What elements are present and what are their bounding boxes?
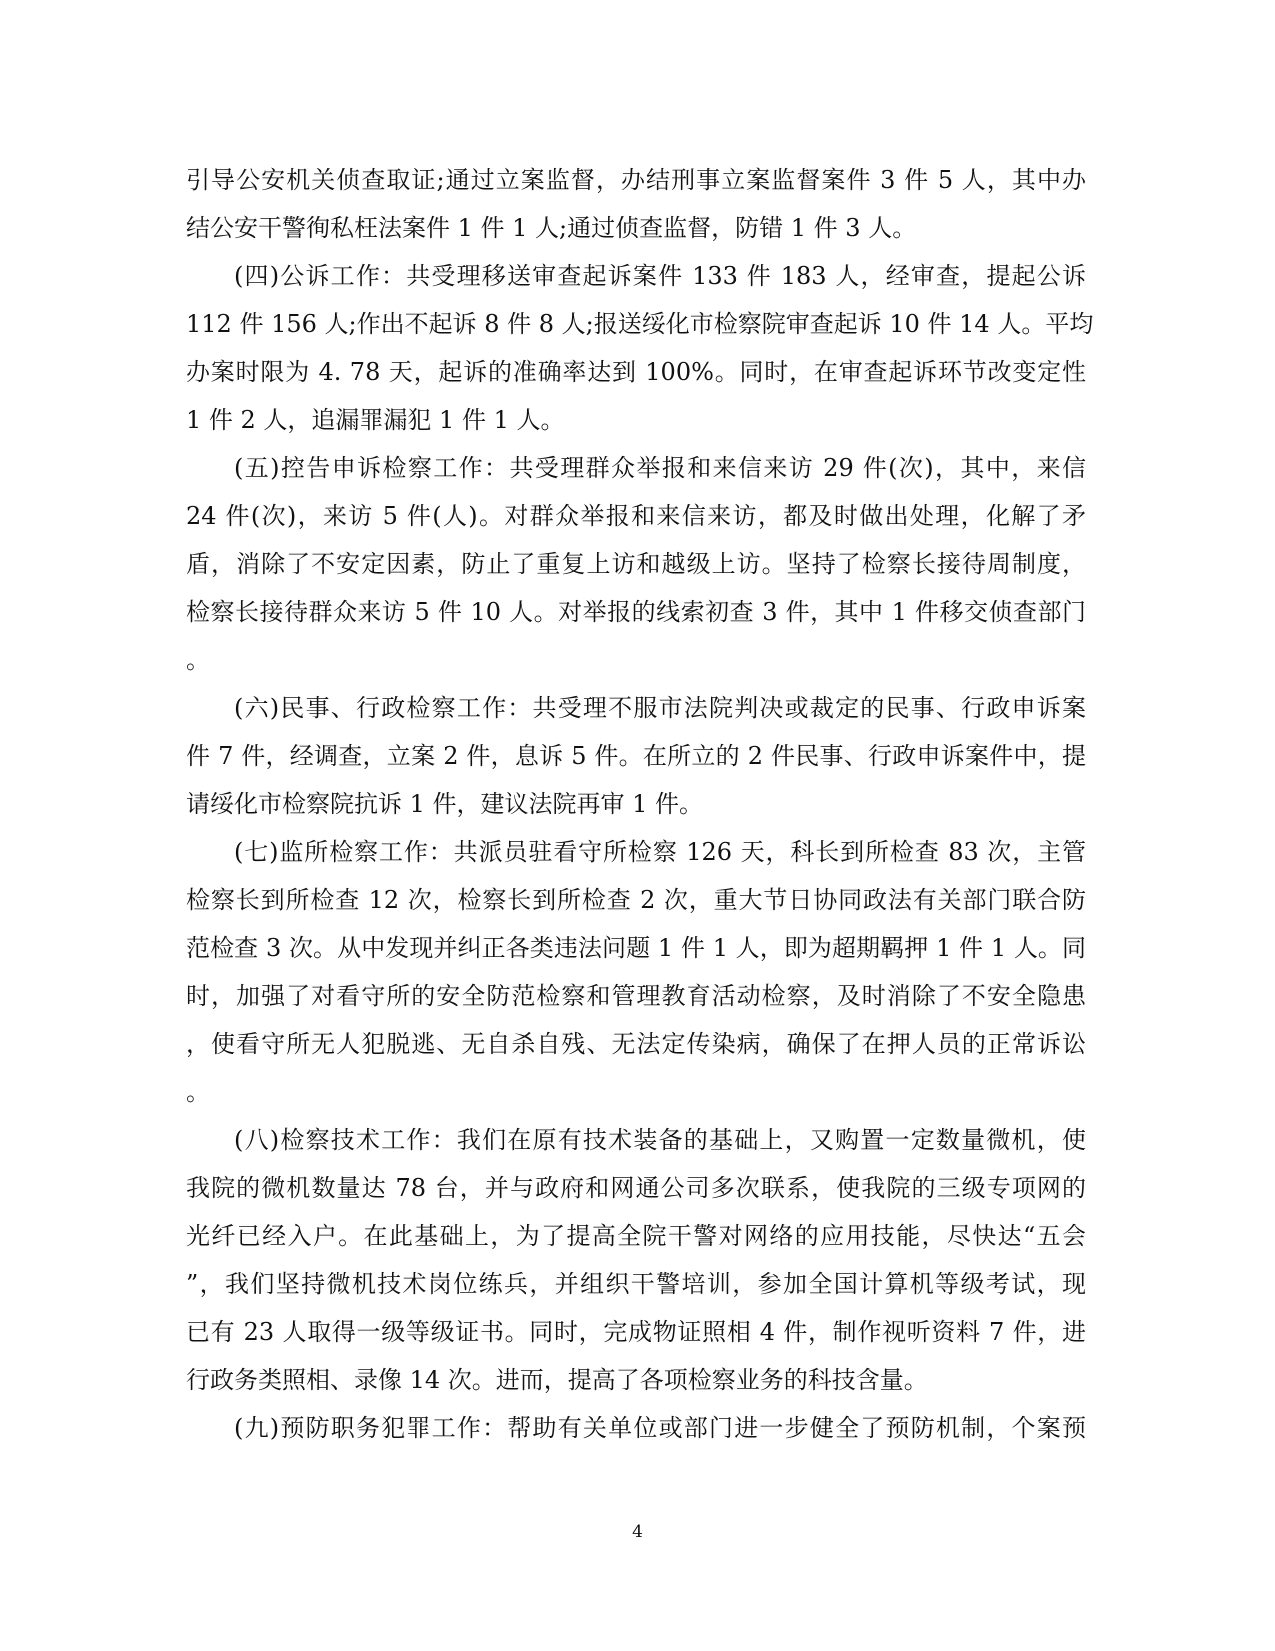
text-line: 盾，消除了不安定因素，防止了重复上访和越级上访。坚持了检察长接待周制度， xyxy=(186,550,1086,578)
text-line: (九)预防职务犯罪工作：帮助有关单位或部门进一步健全了预防机制，个案预 xyxy=(234,1414,1086,1442)
text-line: (四)公诉工作：共受理移送审查起诉案件 133 件 183 人，经审查，提起公诉 xyxy=(234,262,1086,290)
text-line: 件 7 件，经调查，立案 2 件，息诉 5 件。在所立的 2 件民事、行政申诉案件中，提 xyxy=(186,742,1086,770)
text-line: 范检查 3 次。从中发现并纠正各类违法问题 1 件 1 人，即为超期羁押 1 件 1 人。同 xyxy=(186,934,1086,962)
text-line: 112 件 156 人;作出不起诉 8 件 8 人;报送绥化市检察院审查起诉 10 件 14 人。平均 xyxy=(186,310,1094,338)
document-body xyxy=(186,156,1094,1452)
page-number: 4 xyxy=(632,1522,643,1542)
text-line: 检察长接待群众来访 5 件 10 人。对举报的线索初查 3 件，其中 1 件移交侦查部门 xyxy=(186,598,1086,626)
text-line: (七)监所检察工作：共派员驻看守所检察 126 天，科长到所检查 83 次，主管 xyxy=(234,838,1086,866)
text-line: (六)民事、行政检察工作：共受理不服市法院判决或裁定的民事、行政申诉案 xyxy=(234,694,1086,722)
paragraph xyxy=(186,252,1094,444)
text-line: 光纤已经入户。在此基础上，为了提高全院干警对网络的应用技能，尽快达“五会 xyxy=(186,1222,1086,1250)
text-line: (五)控告申诉检察工作：共受理群众举报和来信来访 29 件(次)，其中，来信 xyxy=(234,454,1086,482)
text-line: ，使看守所无人犯脱逃、无自杀自残、无法定传染病，确保了在押人员的正常诉讼 xyxy=(186,1030,1086,1058)
text-line: 已有 23 人取得一级等级证书。同时，完成物证照相 4 件，制作视听资料 7 件，进 xyxy=(186,1318,1086,1346)
paragraph xyxy=(186,1404,1086,1452)
text-line: ”，我们坚持微机技术岗位练兵，并组织干警培训，参加全国计算机等级考试，现 xyxy=(186,1270,1086,1298)
paragraph xyxy=(186,444,1086,684)
text-line: 1 件 2 人，追漏罪漏犯 1 件 1 人。 xyxy=(186,406,565,434)
text-line: 24 件(次)，来访 5 件(人)。对群众举报和来信来访，都及时做出处理，化解了矛 xyxy=(186,502,1086,530)
text-line: (八)检察技术工作：我们在原有技术装备的基础上，又购置一定数量微机，使 xyxy=(234,1126,1086,1154)
paragraph xyxy=(186,1116,1086,1404)
text-line: 检察长到所检查 12 次，检察长到所检查 2 次，重大节日协同政法有关部门联合防 xyxy=(186,886,1086,914)
text-line: 。 xyxy=(186,1078,210,1106)
text-line: 我院的微机数量达 78 台，并与政府和网通公司多次联系，使我院的三级专项网的 xyxy=(186,1174,1086,1202)
text-line: 办案时限为 4. 78 天，起诉的准确率达到 100%。同时，在审查起诉环节改变定性 xyxy=(186,358,1086,386)
text-line: 行政务类照相、录像 14 次。进而，提高了各项检察业务的科技含量。 xyxy=(186,1366,928,1394)
text-line: 结公安干警徇私枉法案件 1 件 1 人;通过侦查监督，防错 1 件 3 人。 xyxy=(186,214,917,242)
text-line: 请绥化市检察院抗诉 1 件，建议法院再审 1 件。 xyxy=(186,790,704,818)
paragraph xyxy=(186,156,1086,252)
text-line: 时，加强了对看守所的安全防范检察和管理教育活动检察，及时消除了不安全隐患 xyxy=(186,982,1086,1010)
paragraph xyxy=(186,828,1086,1116)
paragraph xyxy=(186,684,1086,828)
text-line: 引导公安机关侦查取证;通过立案监督，办结刑事立案监督案件 3 件 5 人，其中办 xyxy=(186,166,1086,194)
text-line: 。 xyxy=(186,646,210,674)
